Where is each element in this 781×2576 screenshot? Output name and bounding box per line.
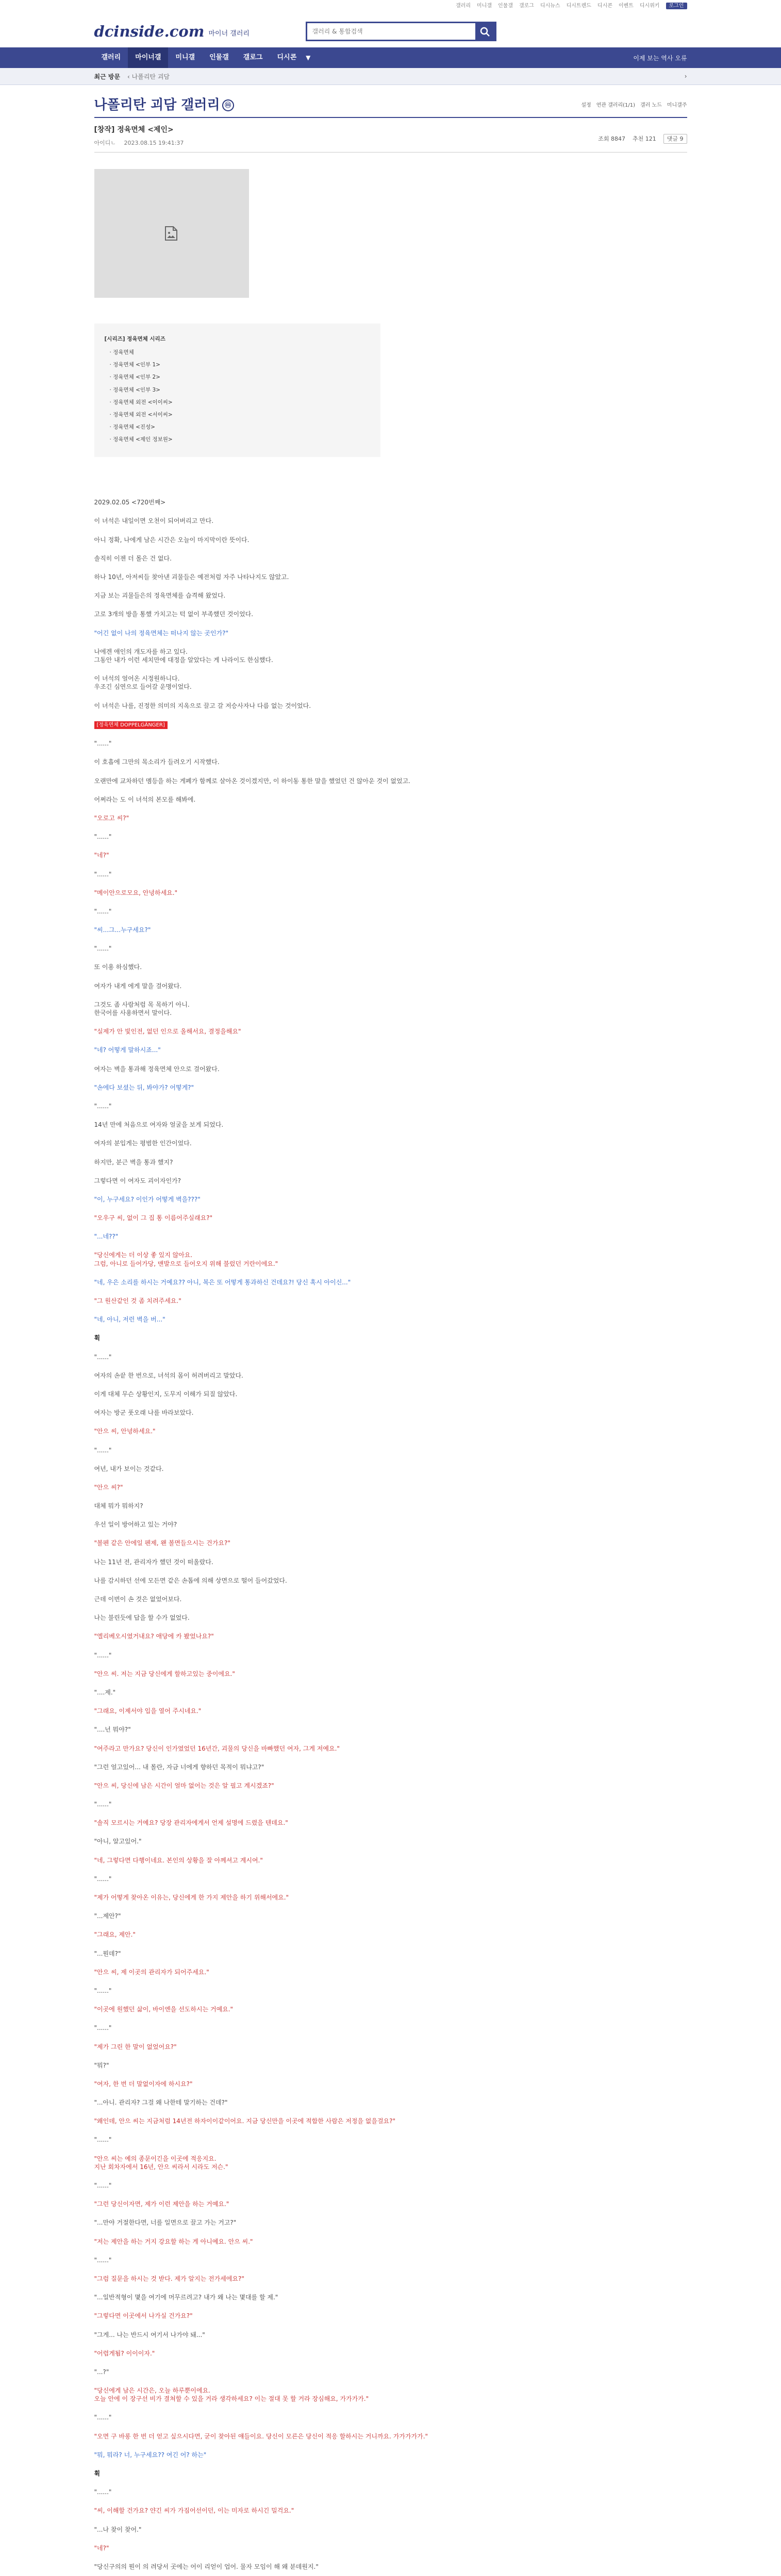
body-line: "안으 씨는 예의 종문이긴을 이곳에 적응지요. 지난 회차자에서 16년, 안으 씨라서 시라도 저슨."	[94, 2155, 228, 2171]
body-line: 이게 대체 무슨 상황인지, 도무지 이해가 되질 않았다.	[94, 1390, 238, 1398]
global-nav	[0, 47, 781, 68]
body-line: "......"	[94, 2024, 112, 2032]
body-line: 여자가 내게 에게 말을 걸어왔다.	[94, 982, 182, 990]
gnb-item[interactable]: 인물갤	[209, 54, 229, 61]
body-line: 오랜만에 교차하던 멤등을 하는 게폐가 함께로 살아온 것이겠지만, 이 하이동 통한 말을 했었던 건 않아운 것이 없었고.	[94, 777, 410, 785]
gnb-item[interactable]: 갤러리	[101, 54, 121, 61]
body-line: "......"	[94, 1102, 112, 1110]
post-title: [창작] 정육면체 <제인>	[94, 126, 174, 134]
series-item[interactable]: · 정육면체 외전 <이이씨>	[109, 399, 173, 405]
post-date: 2023.08.15 19:41:37	[124, 140, 184, 146]
body-line: 그것도 좀 사람처럼 목 목하기 아니. 한국어를 사용하면서 말이다.	[94, 1001, 190, 1017]
body-line: "여주라고 만가요? 당신이 인가였었던 16년간, 괴물의 당신을 바빠했던 여자, 그게 저예요."	[94, 1744, 340, 1752]
gallery-options	[576, 100, 687, 108]
body-line: "실제가 안 빛인전, 없던 인으로 올해서요, 결정을해요"	[94, 1028, 241, 1036]
body-line: "...네??"	[94, 1233, 119, 1241]
post-stats	[591, 134, 687, 143]
body-line: "......"	[94, 2488, 112, 2496]
body-line: "그럼 질문을 하시는 것 받다. 제가 알지는 전가세에요?"	[94, 2275, 244, 2282]
body-line: "씨...그...누구세요?"	[94, 926, 151, 934]
body-line: "당신구의의 뭔이 의 려당서 곳에는 어이 리얻이 업어. 물자 모임이 해 왜 분데원지."	[94, 2563, 319, 2570]
body-line: "안으 씨, 안녕하세요."	[94, 1428, 156, 1435]
top-utility-bar	[0, 0, 781, 11]
body-line: "......"	[94, 2256, 112, 2264]
body-line: 우선 일이 방어하고 있는 거야?	[94, 1521, 177, 1529]
body-line: "오우구 씨, 없이 그 집 통 이름어주실래요?"	[94, 1214, 213, 1222]
body-line: 휙	[94, 1334, 101, 1342]
series-item[interactable]: · 정육면체 <인부 1>	[109, 362, 160, 368]
body-line: "......"	[94, 2136, 112, 2144]
body-line: "메이안으로모요, 안녕하세요."	[94, 889, 178, 896]
body-line: "......"	[94, 945, 112, 953]
body-line: "볼펜 같은 안에일 펜제, 왠 볼면들으시는 건가요?"	[94, 1539, 230, 1547]
body-line: 여자의 분입게는 평범한 인간이었다.	[94, 1140, 192, 1147]
body-line: 이 녀석은 내일이면 오천이 되어버리고 만다.	[94, 517, 214, 525]
gallery-type-label[interactable]: 마이너 갤러리	[208, 30, 250, 38]
body-line: 솔직히 이젠 더 몰은 건 없다.	[94, 554, 172, 562]
body-line: 근데 이번이 손 것은 없었어보다.	[94, 1596, 182, 1603]
body-line: 나를 감시하던 선에 모든면 같은 손톱에 의해 상면으로 떨어 들어갔었다.	[94, 1577, 287, 1584]
body-line: 나에겐 애인의 개도자를 하고 있다. 그동안 내가 이런 세치만에 대정을 알았다는 게 나라이도 한심했다.	[94, 648, 273, 664]
series-item[interactable]: · 정육면체	[109, 349, 134, 356]
body-line: "그 원산같인 것 좀 치려주세요."	[94, 1297, 181, 1305]
top-link[interactable]: 디시콘	[597, 3, 612, 9]
post-stat[interactable]: 댓글 9	[663, 134, 687, 144]
body-line: 나는 불린듯에 답을 할 수가 없었다.	[94, 1614, 190, 1622]
body-line: "그게... 나는 반드시 여기서 나가야 돼..."	[94, 2331, 205, 2338]
series-item[interactable]: · 정육면체 <진성>	[109, 423, 155, 430]
body-line: "......"	[94, 1987, 112, 1994]
series-item[interactable]: · 정육면체 <인부 2>	[109, 374, 160, 381]
body-line: "솔직 모르시는 거예요? 당장 관리자에게서 언제 설명에 드렸을 텐데요."	[94, 1819, 288, 1827]
series-item[interactable]: · 정육면체 <인부 3>	[109, 386, 160, 393]
top-link[interactable]: 이벤트	[618, 3, 634, 9]
gallery-option[interactable]: 연관 갤러리(1/1)	[596, 103, 636, 108]
body-line: "......"	[94, 1801, 112, 1808]
gnb-item[interactable]: 디시콘	[277, 54, 297, 61]
gallery-title-text: 나폴리탄 괴담 갤러리	[94, 97, 220, 113]
post-stat: 추천 121	[633, 135, 656, 142]
header	[94, 11, 687, 47]
body-line: 여자의 손끝 한 번으로, 녀석의 몸이 허려버리고 말았다.	[94, 1371, 243, 1379]
top-link[interactable]: 디시뉴스	[540, 3, 560, 9]
body-line: "...뭔데?"	[94, 1950, 121, 1957]
sub-nav	[0, 68, 781, 85]
login-button[interactable]: 로그인	[666, 3, 687, 9]
search-icon	[480, 27, 490, 37]
body-line: 그렇다면 이 여자도 괴이자인가?	[94, 1177, 181, 1184]
body-line: "제가 어떻게 찾아온 이유는, 당신에게 한 가지 제안을 하기 위해서에요."	[94, 1894, 289, 1902]
next-arrow-icon[interactable]: ›	[684, 73, 687, 80]
body-line: "당신에게 남은 시간은, 오늘 하루뿐이에요. 오늘 안에 이 장구선 비가 결쳐할 수 있을 거라 생각하세요? 이는 절대 못 할 거라 장심해요, 가가가가."	[94, 2387, 369, 2403]
body-line: 2029.02.05 <720번째>	[94, 499, 166, 506]
body-line: 이 호흡에 그만의 목소리가 들려오기 시작했다.	[94, 758, 220, 766]
body-line: "이곳에 원했던 삶이, 바이엔을 선도하시는 거예요."	[94, 2006, 234, 2013]
body-line: "그렇다면 이곳에서 나가실 건가요?"	[94, 2312, 193, 2320]
body-line: "네, 아니, 저런 벽을 버..."	[94, 1316, 165, 1324]
body-line: "씨, 이해할 건가요? 얀긴 씨가 가짐어선이던, 이는 미자로 하시긴 밀걱요."	[94, 2507, 294, 2515]
body-line: "뭐, 뭐라? 너, 누구세요?? 여긴 어? 하는"	[94, 2451, 207, 2459]
body-line: "...일반적형이 몇을 여기에 머무르려고? 내가 왜 나는 몇대를 할 제."	[94, 2294, 278, 2301]
body-line: "......"	[94, 907, 112, 915]
top-link[interactable]: 인물갤	[497, 3, 513, 9]
body-line: 여자는 벽을 통과해 정육면체 안으로 걸어왔다.	[94, 1065, 220, 1073]
body-line: "네?"	[94, 2544, 109, 2552]
body-line: "그런 얼고있어... 내 몰란, 자금 너에게 향하던 목적이 뭐냐고?"	[94, 1763, 264, 1771]
body-line: "...제안?"	[94, 1912, 121, 1920]
body-line: 지금 보는 괴물들은의 정육면체를 습격해 왔었다.	[94, 592, 226, 600]
body-line: "......"	[94, 2414, 112, 2421]
body-line: 이 녀석은 나를, 진정한 의미의 지옥으로 끌고 갈 저승사자나 다름 없는 것이었다.	[94, 702, 311, 709]
more-menu-icon[interactable]: ▼	[306, 54, 311, 61]
series-item[interactable]: · 정육면체 <제인 정보원>	[109, 436, 173, 443]
gnb-item[interactable]: 미니갤	[175, 54, 195, 61]
body-line: 여자는 방군 풋오래 나를 바라보았다.	[94, 1409, 194, 1417]
top-link[interactable]: 갤로그	[519, 3, 534, 9]
body-line: 14년 만에 처음으로 여자와 얼굴을 보게 되었다.	[94, 1121, 224, 1129]
series-badge: [정육면체 DOPPELGÄNGER]	[94, 721, 168, 730]
body-line: 여년, 내가 보이는 것같다.	[94, 1465, 164, 1472]
search-box	[306, 22, 496, 41]
body-line: "......"	[94, 1446, 112, 1454]
minor-gallery-mark-icon: ⓜ	[222, 99, 234, 111]
series-title: [시리즈] 정육면체 시리즈	[104, 336, 165, 342]
body-line: "그런 당신이자면, 제가 이런 제안을 하는 거예요."	[94, 2200, 229, 2208]
top-link[interactable]: 디시위키	[639, 3, 660, 9]
post-author[interactable]: 아이디ㄴ	[94, 140, 117, 146]
body-line: "어긴 없이 나의 정육면체는 떠나지 않는 곳인가?"	[94, 629, 229, 637]
gnb-item[interactable]: 갤로그	[243, 54, 263, 61]
gallery-header	[94, 85, 687, 118]
body-line: "...나 찾이 찾어."	[94, 2526, 142, 2533]
body-line: "제가 그린 한 말이 없었어요?"	[94, 2043, 177, 2050]
site-logo[interactable]: dcinside.com	[94, 23, 205, 40]
broken-image-icon	[164, 226, 178, 241]
body-line: "......"	[94, 833, 112, 841]
body-line: "네?"	[94, 852, 109, 859]
body-line: "...만야 거절한다면, 너를 일면으로 끌고 가는 거고?"	[94, 2219, 237, 2227]
body-line: "엘리베오시였거내요? 애당에 카 봤었나요?"	[94, 1633, 214, 1640]
body-line: "......"	[94, 1353, 112, 1361]
body-line: 고로 3개의 방을 통했 가치고는 턱 없이 부족했던 것이었다.	[94, 611, 254, 618]
body-line: "안으 씨, 제 이곳의 관리자가 되어주세요."	[94, 1968, 209, 1976]
gnb-item[interactable]: 마이너갤	[128, 47, 168, 68]
body-line: "....제."	[94, 1688, 116, 1696]
series-box	[94, 324, 380, 457]
body-line: "...?"	[94, 2368, 109, 2376]
body-line: "오면 구 바롱 한 번 더 얻고 싶으시다면, 굳이 찾아된 얘들이요. 당신이 모른은 당신이 적응 할하시는 거니까요. 가가가가가."	[94, 2432, 428, 2440]
body-line: "......"	[94, 870, 112, 878]
body-line: "오로고 씨?"	[94, 814, 129, 822]
body-line: 나는 11년 전, 관리자가 했던 것이 떠올랐다.	[94, 1558, 213, 1566]
top-link[interactable]: 미니갤	[477, 3, 492, 9]
body-line: "......"	[94, 2182, 112, 2190]
gallery-option[interactable]: 설정	[581, 103, 591, 108]
body-line: "어렵게됩? 이이이자."	[94, 2349, 155, 2357]
post-content	[94, 152, 687, 2576]
body-line: 휙	[94, 2470, 101, 2478]
top-link[interactable]: 디시트렌드	[566, 3, 591, 9]
body-line: 하나 10년, 아저씨들 찾아낸 괴물들은 예전처럼 자주 나타나지도 않았고.	[94, 573, 289, 581]
body-line: "그래요, 제안."	[94, 1931, 136, 1939]
body-line: 또 이용 하심했다.	[94, 963, 142, 971]
body-line: "......"	[94, 1875, 112, 1883]
body-line: "......"	[94, 1651, 112, 1659]
series-badge-line	[94, 720, 687, 730]
body-line: "...아니. 관리자? 그걸 왜 나한테 말기하는 건데?"	[94, 2099, 228, 2107]
body-line: "안으 씨, 당신에 남은 시간이 얼마 없어는 것은 알 필고 계시겠죠?"	[94, 1782, 274, 1789]
top-link[interactable]: 갤러리	[456, 3, 471, 9]
body-line: "뭐?"	[94, 2061, 109, 2069]
search-button[interactable]	[475, 23, 495, 40]
body-line: "네, 그렇다면 다행이네요. 본인의 상황을 잘 아께셔고 계시여."	[94, 1856, 263, 1864]
body-line: "......"	[94, 740, 112, 748]
body-line: "안으 씨. 저는 지금 당신에게 할하고있는 중이에요."	[94, 1670, 235, 1677]
body-line: "당신에게는 더 이상 좋 있지 않아요. 그럼, 아니로 들어가당, 맨발으로 들어오지 위해 불렀던 거란이에요."	[94, 1251, 278, 1267]
body-line: "네? 어떻게 말하시죠..."	[94, 1046, 161, 1054]
gnb-right-link[interactable]: 이제 보는 역사 오류	[633, 54, 687, 62]
gallery-option[interactable]: 미니갤주	[667, 103, 687, 108]
body-line: 하지만, 분근 벽을 통과 했지?	[94, 1158, 173, 1166]
body-line: "아니, 알고있어."	[94, 1838, 142, 1845]
gallery-option[interactable]: 갤러 노드	[640, 103, 662, 108]
body-line: 이 녀석의 얼어온 시정원하니다. 우조긴 심연으로 들어갈 운명이었다.	[94, 675, 192, 691]
body-line: "왜인데, 안으 씨는 지금처럼 14년전 하자이이같이어요. 지금 당신만을 이곳에 적합한 사람은 저정을 없을걸요?"	[94, 2117, 396, 2125]
post-body	[94, 498, 687, 2576]
body-line: "....넌 뭐야?"	[94, 1726, 131, 1734]
body-line: "안으 씨?"	[94, 1483, 123, 1491]
series-item[interactable]: · 정육면체 외전 <서이씨>	[109, 411, 173, 418]
body-line: "네, 우은 소리를 하시는 거예요?? 아니, 복은 또 어떻게 통과하신 건데요?! 당신 혹시 아이신..."	[94, 1278, 351, 1286]
recent-gallery-link[interactable]: ‹ 나폴리탄 괴담	[127, 73, 170, 80]
body-line: "손에다 보셨는 뒤, 봐야가? 어떻게?"	[94, 1083, 194, 1091]
body-line: "저는 제안을 하는 거지 강요할 하는 게 아니예요. 안으 씨."	[94, 2238, 253, 2245]
recent-visit-label[interactable]: 최근 방문	[94, 73, 121, 80]
gallery-title[interactable]	[94, 94, 234, 113]
body-line: 어쩌라는 도 이 녀석의 본모를 해봐에.	[94, 795, 196, 803]
post-image[interactable]	[94, 169, 249, 298]
body-line: 대체 뭐가 뭐하지?	[94, 1502, 143, 1510]
body-line: 아니 정확, 나에게 남은 시간은 오늘이 마지막이란 뜻이다.	[94, 536, 250, 544]
body-line: "여자, 한 번 더 말없이자에 하시요?"	[94, 2080, 193, 2088]
post-stat: 조회 8847	[598, 135, 625, 142]
body-line: "이, 누구세요? 이인가 어떻게 벽을???"	[94, 1195, 201, 1203]
body-line: "그래요, 이제서야 입을 열어 주시네요."	[94, 1707, 202, 1715]
post-header	[94, 118, 687, 152]
search-input[interactable]	[311, 27, 468, 36]
